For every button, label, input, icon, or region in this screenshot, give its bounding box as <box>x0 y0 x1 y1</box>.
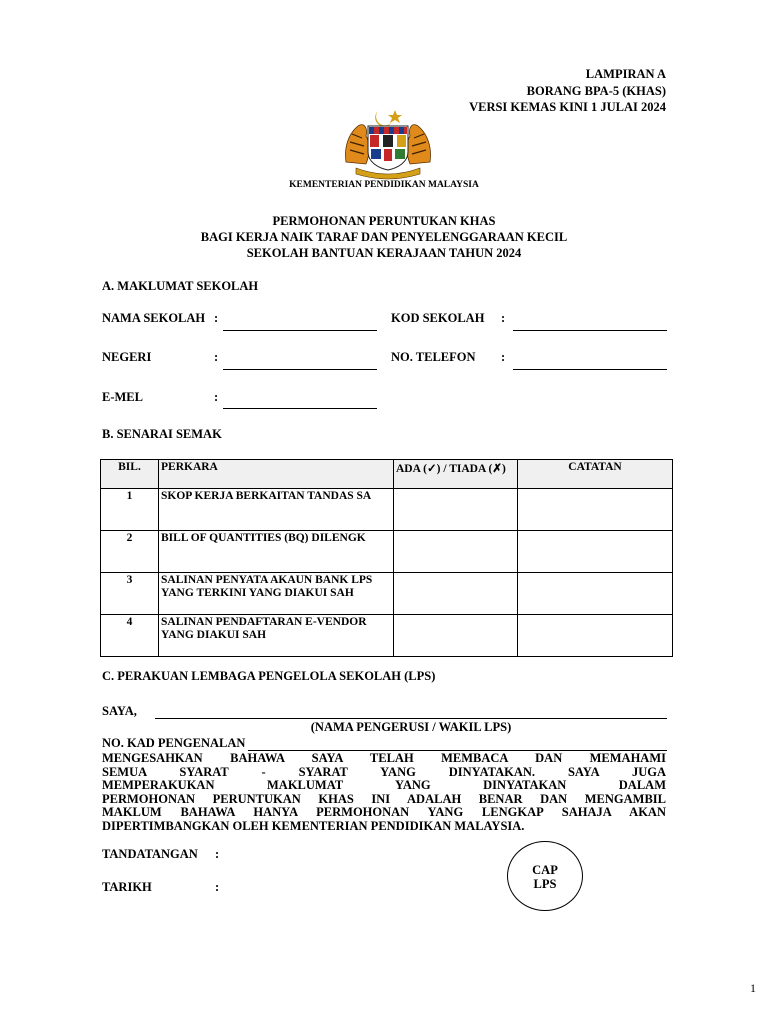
state-label: NEGERI <box>102 350 152 364</box>
stamp-line-1: CAP <box>532 863 558 877</box>
declaration-line: MENGESAHKAN BAHAWA SAYA TELAH MEMBACA DAN MEMAHAMI <box>102 751 666 765</box>
representative-name-field[interactable] <box>155 718 667 719</box>
row-number: 4 <box>101 615 159 657</box>
lps-stamp-circle <box>507 841 583 911</box>
checklist-header-row <box>101 460 673 489</box>
signature-colon: : <box>215 847 220 861</box>
ministry-name: KEMENTERIAN PENDIDIKAN MALAYSIA <box>289 180 479 190</box>
row-item-text: SALINAN PENYATA AKAUN BANK LPS YANG TERKINI YANG DIAKUI SAH <box>161 574 373 599</box>
column-header-catatan: CATATAN <box>518 460 673 489</box>
section-c-heading: C. PERAKUAN LEMBAGA PENGELOLA SEKOLAH (LPS) <box>102 669 436 683</box>
ada-tiada-cell[interactable] <box>394 489 518 531</box>
state-colon: : <box>214 350 219 364</box>
catatan-cell[interactable] <box>518 489 673 531</box>
column-header-ada-tiada: ADA (✓) / TIADA (✗) <box>394 460 518 489</box>
catatan-cell[interactable] <box>518 615 673 657</box>
declaration-line: PERMOHONAN PERUNTUKAN KHAS INI ADALAH BENAR DAN MENGAMBIL <box>102 791 666 806</box>
title-line-2: BAGI KERJA NAIK TARAF DAN PENYELENGGARAAN KECIL <box>200 230 568 244</box>
row-number: 3 <box>101 573 159 615</box>
ada-tiada-cell[interactable] <box>394 573 518 615</box>
column-header-perkara: PERKARA <box>159 460 394 489</box>
malaysia-coat-of-arms-icon <box>340 108 436 180</box>
stamp-line-2: LPS <box>533 877 557 891</box>
row-number: 2 <box>101 531 159 573</box>
title-line-1: PERMOHONAN PERUNTUKAN KHAS <box>272 214 496 228</box>
catatan-cell[interactable] <box>518 531 673 573</box>
version-label: VERSI KEMAS KINI 1 JULAI 2024 <box>469 100 666 114</box>
table-row <box>101 489 673 531</box>
declaration-line: MAKLUM BAHAWA HANYA PERMOHONAN YANG LENGKAP SAHAJA AKAN <box>102 805 666 819</box>
school-name-colon: : <box>214 311 219 325</box>
email-label: E-MEL <box>102 390 143 404</box>
row-item-text: SKOP KERJA BERKAITAN TANDAS SA <box>161 490 372 502</box>
row-item-text: SALINAN PENDAFTARAN E-VENDOR YANG DIAKUI SAH <box>161 616 367 641</box>
section-a-heading: A. MAKLUMAT SEKOLAH <box>102 279 259 293</box>
catatan-cell[interactable] <box>518 573 673 615</box>
school-code-colon: : <box>501 311 506 325</box>
page-number: 1 <box>750 981 756 995</box>
declaration-line: DIPERTIMBANGKAN OLEH KEMENTERIAN PENDIDIKAN MALAYSIA. <box>102 818 525 833</box>
date-label: TARIKH <box>102 880 152 894</box>
table-row <box>101 531 673 573</box>
representative-name-caption: (NAMA PENGERUSI / WAKIL LPS) <box>310 720 512 734</box>
school-code-field[interactable] <box>513 330 667 331</box>
phone-field[interactable] <box>513 369 667 370</box>
school-name-field[interactable] <box>223 330 377 331</box>
ada-tiada-cell[interactable] <box>394 531 518 573</box>
annex-label: LAMPIRAN A <box>585 67 666 81</box>
ada-tiada-cell[interactable] <box>394 615 518 657</box>
table-row <box>101 573 673 615</box>
school-code-label: KOD SEKOLAH <box>391 311 485 325</box>
phone-label: NO. TELEFON <box>391 350 476 364</box>
section-b-heading: B. SENARAI SEMAK <box>102 427 222 441</box>
signature-label: TANDATANGAN <box>102 847 198 861</box>
row-number: 1 <box>101 489 159 531</box>
table-row <box>101 615 673 657</box>
email-field[interactable] <box>223 408 377 409</box>
declaration-paragraph <box>102 752 666 833</box>
form-code: BORANG BPA-5 (KHAS) <box>526 83 666 98</box>
checklist-table <box>100 459 673 657</box>
form-title <box>0 213 768 261</box>
column-header-bil: BIL. <box>101 460 159 489</box>
state-field[interactable] <box>223 369 377 370</box>
phone-colon: : <box>501 350 506 364</box>
date-colon: : <box>215 880 220 894</box>
saya-label: SAYA, <box>102 704 137 718</box>
email-colon: : <box>214 390 219 404</box>
declaration-line: SEMUA SYARAT - SYARAT YANG DINYATAKAN. SAYA JUGA <box>102 764 666 779</box>
school-name-label: NAMA SEKOLAH <box>102 311 206 325</box>
declaration-line: MEMPERAKUKAN MAKLUMAT YANG DINYATAKAN DALAM <box>102 778 666 792</box>
document-header <box>469 66 666 116</box>
row-item-text: BILL OF QUANTITIES (BQ) DILENGK <box>161 532 366 544</box>
ic-number-label: NO. KAD PENGENALAN <box>102 736 246 750</box>
title-line-3: SEKOLAH BANTUAN KERAJAAN TAHUN 2024 <box>246 246 522 260</box>
